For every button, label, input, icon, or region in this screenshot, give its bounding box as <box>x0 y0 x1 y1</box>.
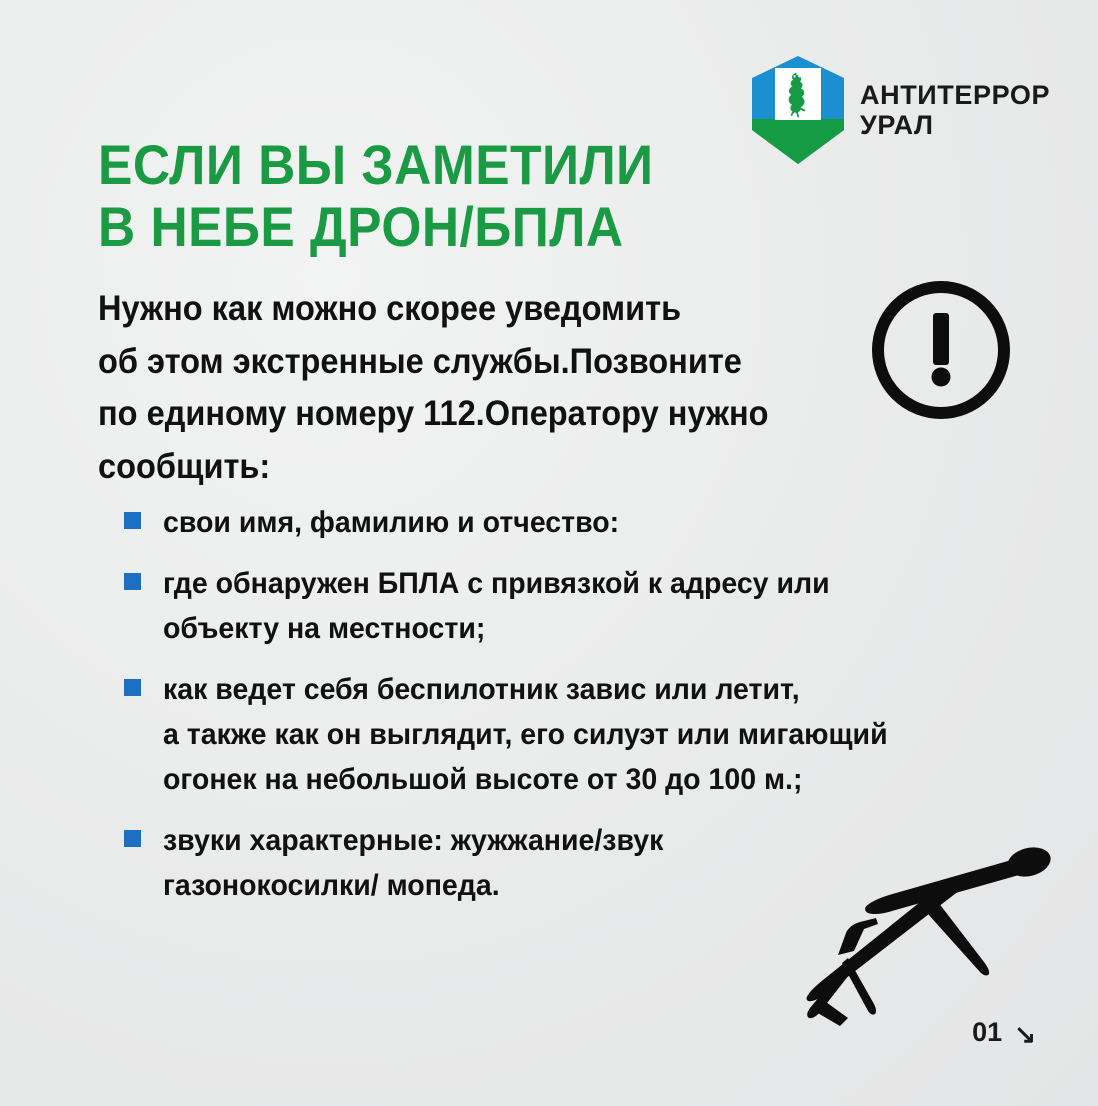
intro-line1: Нужно как можно скорее уведомить <box>98 289 682 328</box>
intro-line4: сообщить: <box>98 446 271 486</box>
list-item-text <box>163 500 619 545</box>
page-title <box>98 134 654 259</box>
drone-silhouette-icon <box>752 826 1052 1026</box>
list-item <box>124 667 984 802</box>
list-item-text <box>163 667 888 802</box>
page-title-line1: ЕСЛИ ВЫ ЗАМЕТИЛИ <box>98 132 654 196</box>
intro-line3: по единому номеру 112.Оператору нужно <box>98 394 769 433</box>
list-item-text <box>163 561 830 651</box>
intro-line2: об этом экстренные службы.Позвоните <box>98 341 742 381</box>
exclamation-circle-icon <box>872 281 1010 419</box>
bullet-square-icon <box>124 573 141 590</box>
brand-logo <box>752 56 1050 164</box>
shield-lizard-icon <box>752 56 844 164</box>
page-number <box>972 1017 1036 1048</box>
list-item-line: свои имя, фамилию и отчество: <box>163 506 620 539</box>
brand-name <box>860 80 1050 140</box>
brand-name-line1: АНТИТЕРРОР <box>860 79 1051 110</box>
list-item-line: газонокосилки/ мопеда. <box>163 869 500 902</box>
list-item-line: где обнаружен БПЛА с привязкой к адресу или <box>163 567 830 600</box>
list-item <box>124 561 984 651</box>
bullet-square-icon <box>124 830 141 847</box>
list-item-text <box>163 818 663 908</box>
arrow-down-right-icon: ↘ <box>1014 1018 1036 1049</box>
intro-paragraph <box>98 283 805 493</box>
list-item <box>124 500 984 545</box>
bullet-square-icon <box>124 679 141 696</box>
list-item-line: а также как он выглядит, его силуэт или мигающий <box>163 718 888 751</box>
list-item-line: звуки характерные: жужжание/звук <box>163 824 664 857</box>
page-number-value: 01 <box>972 1017 1003 1047</box>
page-title-line2: В НЕБЕ ДРОН/БПЛА <box>98 195 624 259</box>
bullet-square-icon <box>124 512 141 529</box>
list-item-line: огонек на небольшой высоте от 30 до 100 м.; <box>163 763 803 796</box>
brand-name-line2: УРАЛ <box>860 110 934 140</box>
list-item-line: объекту на местности; <box>163 612 486 645</box>
list-item-line: как ведет себя беспилотник завис или летит, <box>163 673 800 706</box>
